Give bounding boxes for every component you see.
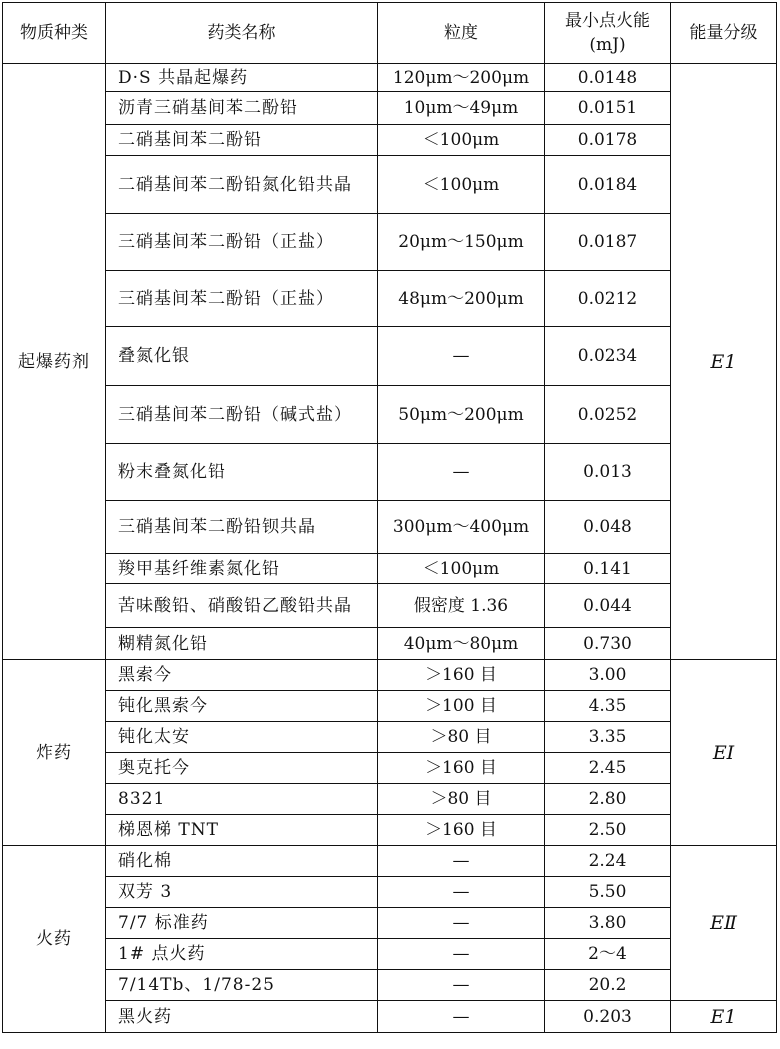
ignition-energy-cell: 0.0151 [545,92,671,125]
header-row [3,3,777,64]
header-level: 能量分级 [671,3,777,64]
ignition-energy-cell: 2.45 [545,753,671,784]
grain-cell: ＞160 目 [378,815,545,846]
header-energy-title: 最小点火能 [565,11,650,31]
ignition-energy-cell: 2.50 [545,815,671,846]
table-row [3,877,777,908]
grain-cell: ＞80 目 [378,784,545,815]
table-row [3,1001,777,1033]
energy-level-cell: E1 [671,64,777,660]
grain-cell: 300μm～400μm [378,501,545,554]
table-row [3,554,777,584]
header-energy [545,3,671,64]
table-row [3,784,777,815]
grain-cell: — [378,327,545,386]
grain-cell: 50μm～200μm [378,386,545,444]
drug-name-cell: 粉末叠氮化铅 [106,444,378,501]
table-row [3,691,777,722]
drug-name-cell: 二硝基间苯二酚铅氮化铅共晶 [106,156,378,214]
drug-name-cell: D·S 共晶起爆药 [106,64,378,92]
drug-name-cell: 7/14Tb、1/78-25 [106,970,378,1001]
table-body [3,64,777,1033]
drug-name-cell: 三硝基间苯二酚铅钡共晶 [106,501,378,554]
ignition-energy-cell: 4.35 [545,691,671,722]
grain-cell: 48μm～200μm [378,271,545,327]
grain-cell: 120μm～200μm [378,64,545,92]
table-row [3,327,777,386]
header-name: 药类名称 [106,3,378,64]
table-row [3,970,777,1001]
ignition-energy-cell: 3.80 [545,908,671,939]
grain-cell: — [378,846,545,877]
table-row [3,156,777,214]
category-cell: 炸药 [3,660,106,846]
ignition-energy-cell: 2.24 [545,846,671,877]
drug-name-cell: 1# 点火药 [106,939,378,970]
grain-cell: — [378,908,545,939]
table-row [3,64,777,92]
grain-cell: — [378,939,545,970]
grain-cell: — [378,970,545,1001]
table-row [3,908,777,939]
grain-cell: — [378,1001,545,1033]
drug-name-cell: 沥青三硝基间苯二酚铅 [106,92,378,125]
drug-name-cell: 叠氮化银 [106,327,378,386]
table-row [3,92,777,125]
grain-cell: 10μm～49μm [378,92,545,125]
table-row [3,660,777,691]
table-row [3,846,777,877]
header-grain: 粒度 [378,3,545,64]
drug-name-cell: 钝化太安 [106,722,378,753]
table-row [3,125,777,156]
drug-name-cell: 7/7 标准药 [106,908,378,939]
drug-name-cell: 羧甲基纤维素氮化铅 [106,554,378,584]
category-cell: 起爆药剂 [3,64,106,660]
ignition-energy-cell: 0.0187 [545,214,671,271]
drug-name-cell: 8321 [106,784,378,815]
energy-level-cell: E1 [671,1001,777,1033]
ignition-energy-cell: 0.0148 [545,64,671,92]
table-row [3,444,777,501]
table-row [3,386,777,444]
header-category: 物质种类 [3,3,106,64]
drug-name-cell: 双芳 3 [106,877,378,908]
grain-cell: ＜100μm [378,554,545,584]
grain-cell: 假密度 1.36 [378,584,545,628]
table-row [3,584,777,628]
grain-cell: ＞160 目 [378,660,545,691]
ignition-energy-cell: 0.044 [545,584,671,628]
grain-cell: ＜100μm [378,125,545,156]
ignition-energy-cell: 5.50 [545,877,671,908]
ignition-energy-table [2,2,777,1033]
drug-name-cell: 黑火药 [106,1001,378,1033]
ignition-energy-cell: 0.0184 [545,156,671,214]
ignition-energy-cell: 3.35 [545,722,671,753]
grain-cell: ＞160 目 [378,753,545,784]
table-row [3,722,777,753]
grain-cell: ＜100μm [378,156,545,214]
drug-name-cell: 钝化黑索今 [106,691,378,722]
ignition-energy-cell: 20.2 [545,970,671,1001]
grain-cell: ＞80 目 [378,722,545,753]
ignition-energy-cell: 0.0212 [545,271,671,327]
ignition-energy-cell: 0.203 [545,1001,671,1033]
table-row [3,271,777,327]
grain-cell: 20μm～150μm [378,214,545,271]
drug-name-cell: 梯恩梯 TNT [106,815,378,846]
energy-level-cell: EⅠ [671,660,777,846]
drug-name-cell: 三硝基间苯二酚铅（正盐） [106,214,378,271]
ignition-energy-cell: 0.0252 [545,386,671,444]
table-row [3,501,777,554]
header-energy-unit: (mJ) [589,35,626,55]
drug-name-cell: 三硝基间苯二酚铅（正盐） [106,271,378,327]
ignition-energy-cell: 2.80 [545,784,671,815]
table-row [3,815,777,846]
table-row [3,939,777,970]
ignition-energy-cell: 0.730 [545,628,671,660]
energy-level-cell: EⅡ [671,846,777,1001]
ignition-energy-cell: 2～4 [545,939,671,970]
table-row [3,628,777,660]
ignition-energy-cell: 0.048 [545,501,671,554]
table-row [3,753,777,784]
grain-cell: — [378,444,545,501]
drug-name-cell: 硝化棉 [106,846,378,877]
ignition-energy-cell: 0.013 [545,444,671,501]
drug-name-cell: 黑索今 [106,660,378,691]
drug-name-cell: 糊精氮化铅 [106,628,378,660]
ignition-energy-cell: 0.141 [545,554,671,584]
ignition-energy-cell: 0.0178 [545,125,671,156]
ignition-energy-cell: 3.00 [545,660,671,691]
table-row [3,214,777,271]
drug-name-cell: 苦味酸铅、硝酸铅乙酸铅共晶 [106,584,378,628]
drug-name-cell: 三硝基间苯二酚铅（碱式盐） [106,386,378,444]
grain-cell: — [378,877,545,908]
grain-cell: 40μm～80μm [378,628,545,660]
drug-name-cell: 奥克托今 [106,753,378,784]
category-cell: 火药 [3,846,106,1033]
ignition-energy-cell: 0.0234 [545,327,671,386]
grain-cell: ＞100 目 [378,691,545,722]
drug-name-cell: 二硝基间苯二酚铅 [106,125,378,156]
